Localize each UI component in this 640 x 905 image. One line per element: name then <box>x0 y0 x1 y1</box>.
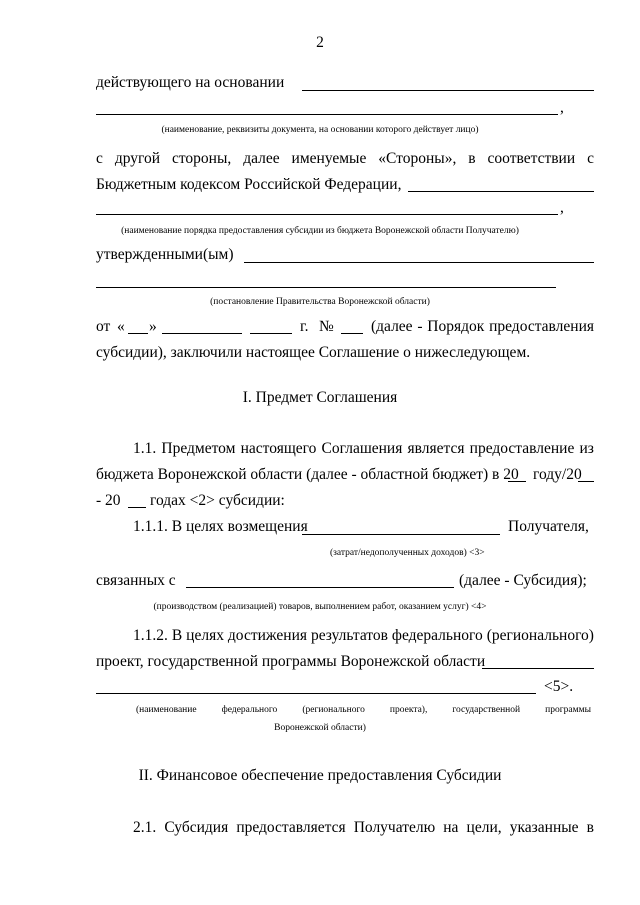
p11-word: 1.1. <box>133 440 157 457</box>
blank-number[interactable] <box>341 333 363 334</box>
p4-close-quote: » <box>149 318 157 335</box>
section2-heading: II. Финансовое обеспечение предоставления Субсидии <box>138 767 502 784</box>
blank-day[interactable] <box>128 333 148 334</box>
p2-word: другой <box>114 150 161 167</box>
p112-word: федерального <box>391 627 483 644</box>
p11-word: настоящего <box>240 440 317 457</box>
p11-word: Предметом <box>161 440 236 457</box>
p2-word: в <box>468 150 476 167</box>
p21-word: предоставляется <box>236 819 346 836</box>
blank-basis-document[interactable] <box>302 90 594 91</box>
p21-word: 2.1. <box>133 819 157 836</box>
p4-number-sign: № <box>319 318 334 335</box>
caption-word: (регионального <box>302 705 365 715</box>
caption-related-activity: (производством (реализацией) товаров, выполнением работ, оказанием услуг) <4> <box>153 602 487 612</box>
p112-line1 <box>133 627 594 645</box>
p11-line3-b: годах <2> субсидии: <box>150 492 285 509</box>
blank-government-decree[interactable] <box>244 262 594 263</box>
p2-word: стороны, <box>171 150 232 167</box>
caption-basis-document: (наименование, реквизиты документа, на основании которого действует лицо) <box>161 125 479 135</box>
blank-year-end[interactable] <box>128 507 146 508</box>
p21-word: в <box>586 819 594 836</box>
caption-costs-type: (затрат/недополученных доходов) <3> <box>330 548 485 558</box>
blank-year-to[interactable] <box>578 481 594 482</box>
p11-word: Соглашения <box>321 440 403 457</box>
caption-project-name-line2: Воронежской области) <box>274 723 366 733</box>
p11-line1 <box>133 440 594 458</box>
p112-line2: проект, государственной программы Воронежской области <box>96 653 486 670</box>
p11-line2-b: году/20 <box>533 466 582 483</box>
p2-word: далее <box>243 150 280 167</box>
blank-basis-document-cont[interactable] <box>96 114 558 115</box>
p21-word: Получателю <box>353 819 436 836</box>
blank-project-name-cont[interactable] <box>96 693 536 694</box>
p2-word: с <box>96 150 103 167</box>
p1-line2-comma: , <box>560 99 564 116</box>
p11-line2-a: бюджета Воронежской области (далее - областной бюджет) в 20 <box>96 466 519 483</box>
p11-line3-a: - 20 <box>96 492 121 509</box>
section1-heading: I. Предмет Соглашения <box>242 389 398 406</box>
p112-line3-b: <5>. <box>544 678 574 695</box>
p4-open-quote: « <box>117 318 125 335</box>
blank-year-from[interactable] <box>508 481 526 482</box>
p2-word: с <box>587 150 594 167</box>
p112-word: результатов <box>310 627 388 644</box>
p112-word: В <box>171 627 183 644</box>
caption-word: федерального <box>221 705 278 715</box>
p112-word: (регионального) <box>486 627 594 644</box>
p2-word: «Стороны», <box>378 150 457 167</box>
p4-line2: субсидии), заключили настоящее Соглашение о нижеследующем. <box>96 344 531 361</box>
p4-from: от <box>96 318 111 335</box>
p4-year-abbr: г. <box>300 318 309 335</box>
blank-year[interactable] <box>250 333 292 334</box>
p2-word: соответствии <box>487 150 576 167</box>
caption-project-name <box>136 704 591 716</box>
blank-project-name[interactable] <box>482 668 594 669</box>
blank-month[interactable] <box>162 333 242 334</box>
p4-tail: (далее - Порядок предоставления <box>371 318 594 335</box>
blank-related-activity[interactable] <box>186 587 454 588</box>
p111-line2-a: связанных с <box>96 572 176 589</box>
p112-word: достижения <box>227 627 307 644</box>
caption-procedure-name: (наименование порядка предоставления субсидии из бюджета Воронежской области Получателю) <box>121 226 519 236</box>
caption-government-decree: (постановление Правительства Воронежской области) <box>210 297 430 307</box>
p11-word: предоставление <box>469 440 575 457</box>
p111-a: 1.1.1. В целях возмещения <box>133 518 308 535</box>
p11-word: из <box>579 440 594 457</box>
p2-word: именуемые <box>291 150 367 167</box>
p2-line2-text: Бюджетным кодексом Российской Федерации, <box>96 176 402 193</box>
p21-line1 <box>133 819 594 837</box>
p21-word: указанные <box>509 819 579 836</box>
p112-word: целях <box>186 627 224 644</box>
p3-line1-text: утвержденными(ым) <box>96 246 234 263</box>
p1-line1-text: действующего на основании <box>96 74 285 91</box>
p21-word: на <box>443 819 459 836</box>
p21-word: Субсидия <box>164 819 229 836</box>
p11-word: является <box>407 440 465 457</box>
p2-line3-comma: , <box>560 199 564 216</box>
p111-line2-b: (далее - Субсидия); <box>459 572 587 589</box>
p111-b: Получателя, <box>508 518 589 535</box>
p112-word: 1.1.2. <box>133 627 168 644</box>
blank-procedure-name-cont[interactable] <box>96 214 558 215</box>
page-number: 2 <box>316 34 324 51</box>
caption-word: проекта), <box>389 705 428 715</box>
caption-word: (наименование <box>136 705 197 715</box>
caption-word: государственной <box>452 705 521 715</box>
blank-costs-type[interactable] <box>302 534 500 535</box>
caption-word: программы <box>545 705 591 715</box>
blank-government-decree-cont[interactable] <box>96 287 556 288</box>
p21-word: цели, <box>466 819 502 836</box>
blank-procedure-name[interactable] <box>408 191 594 192</box>
p2-line1 <box>96 150 594 168</box>
